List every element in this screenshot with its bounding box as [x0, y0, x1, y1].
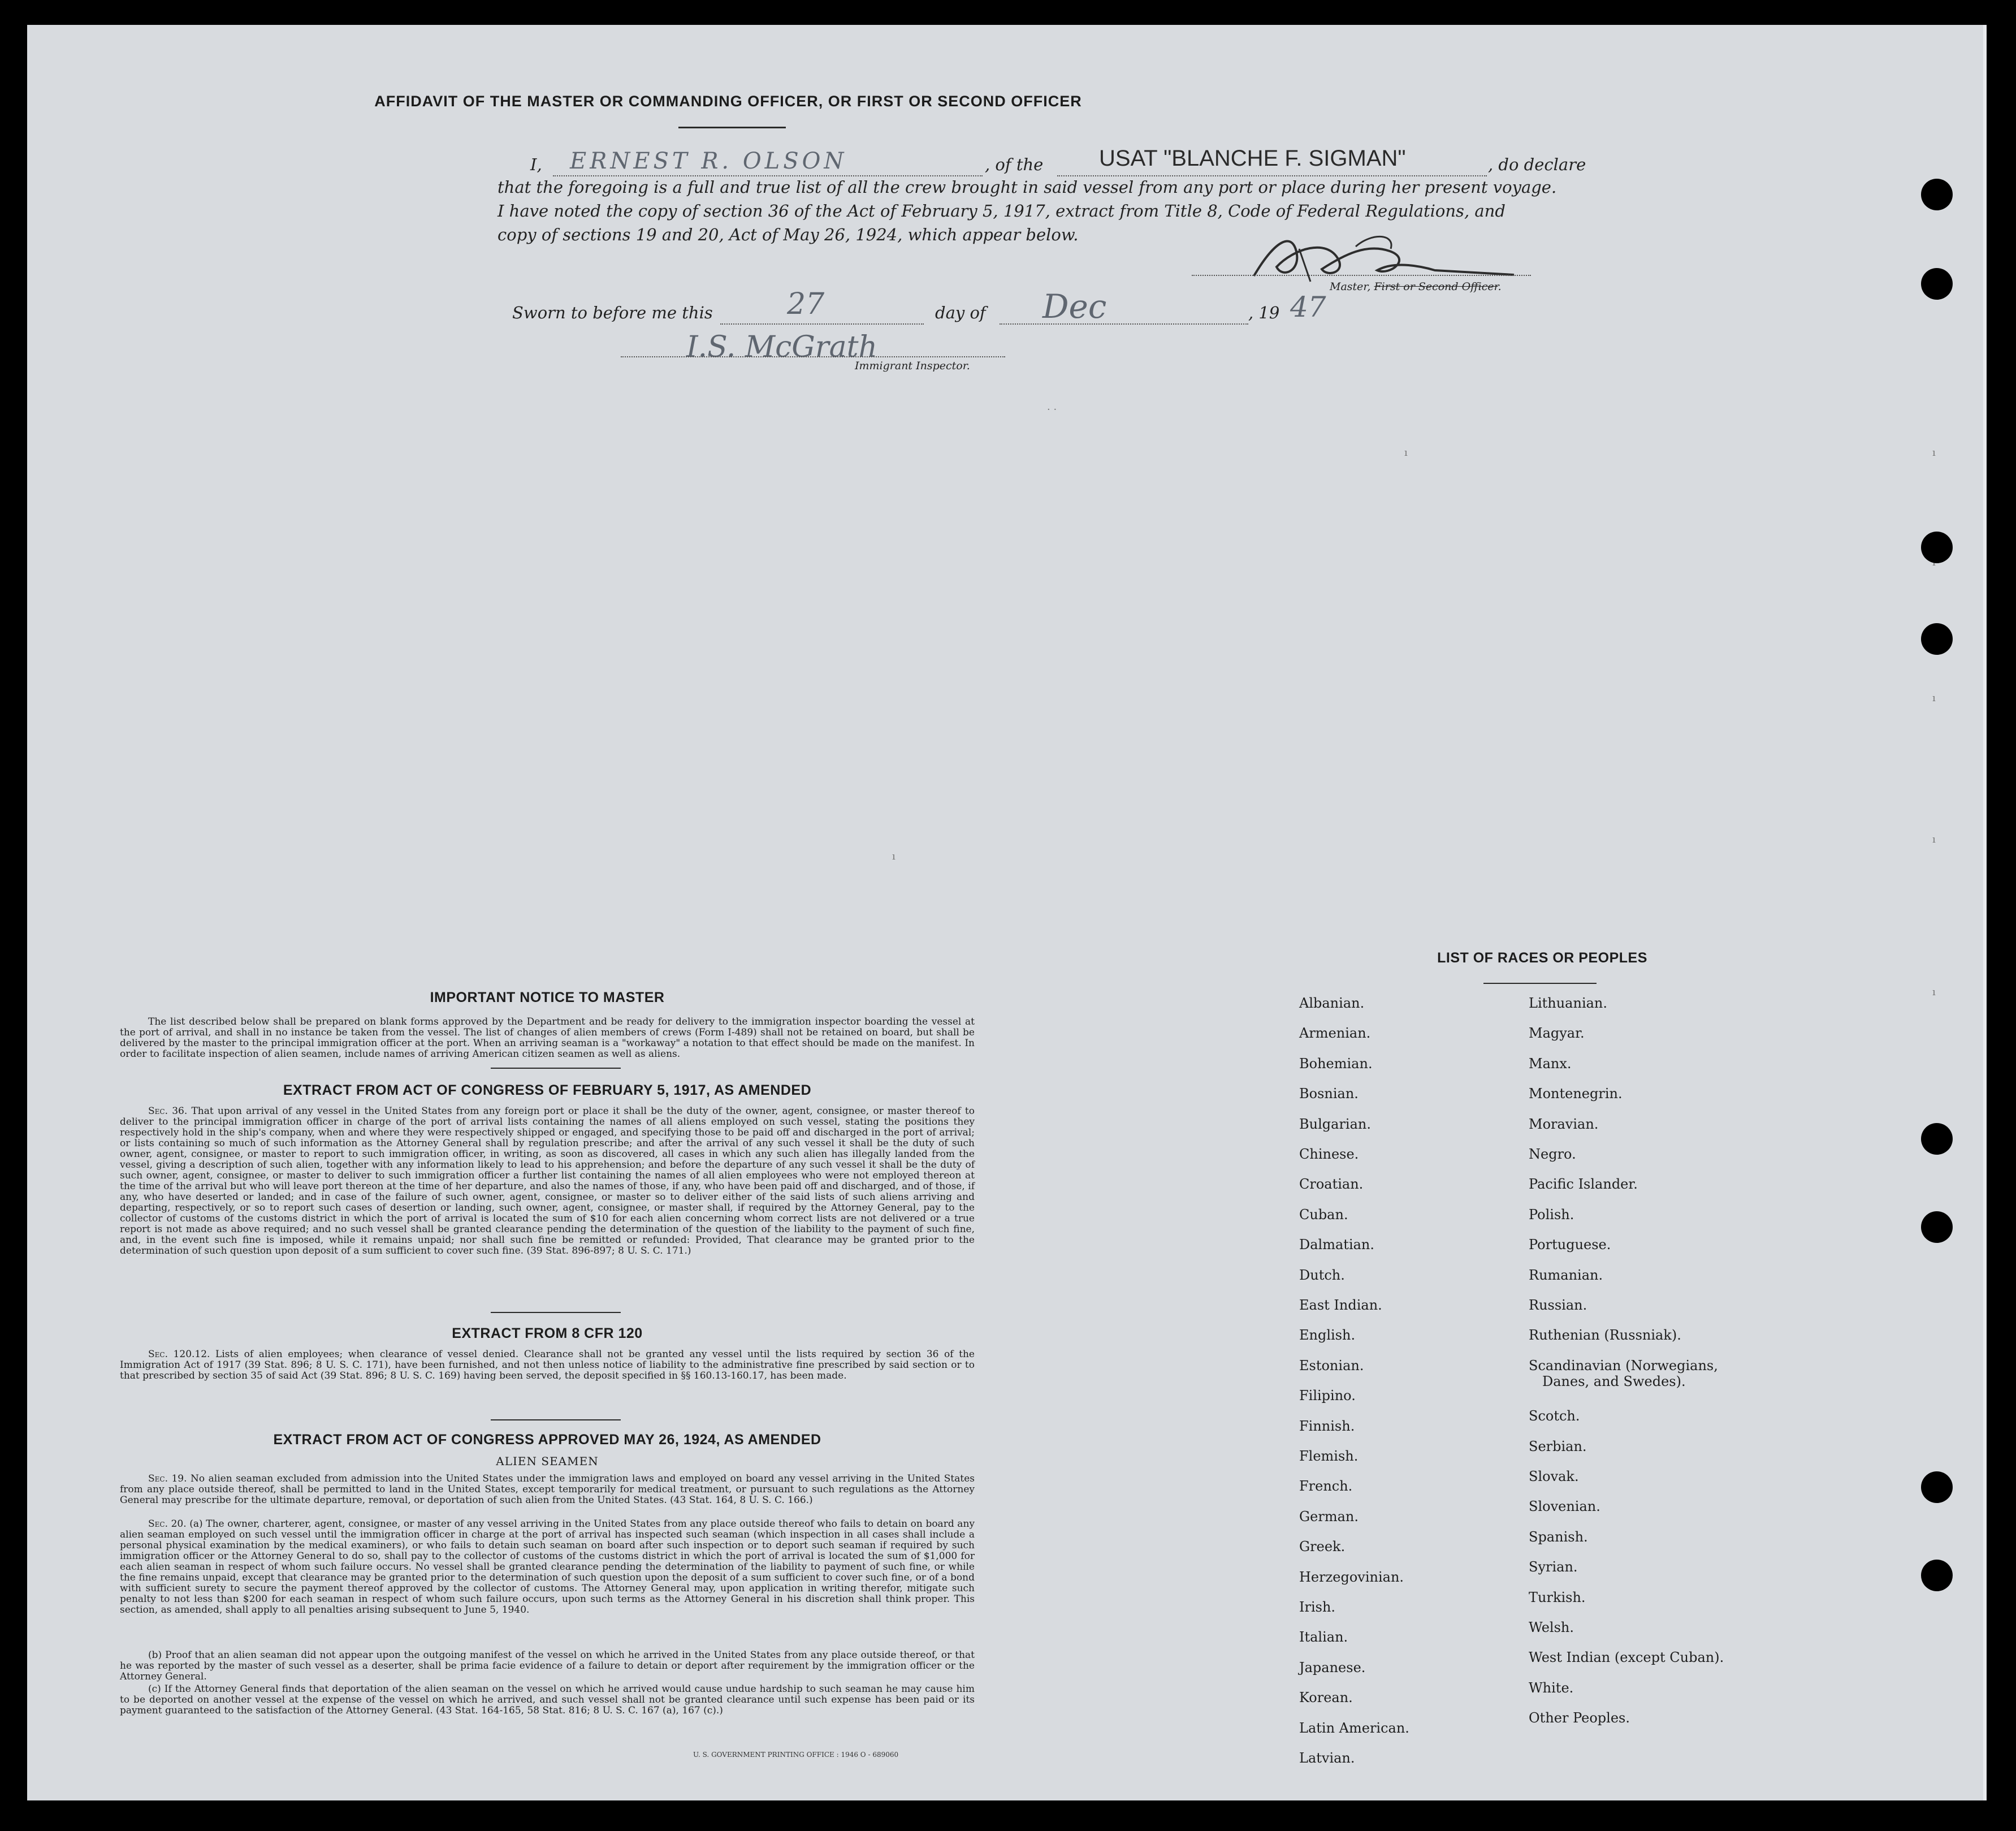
race-item: Slovak. [1529, 1469, 1579, 1484]
race-item: Syrian. [1529, 1559, 1578, 1575]
speck: ı [892, 850, 895, 862]
race-item: East Indian. [1299, 1297, 1382, 1313]
race-item: Dalmatian. [1299, 1237, 1375, 1253]
race-item: Scotch. [1529, 1408, 1580, 1424]
inspector-signature: I.S. McGrath [686, 330, 878, 364]
punch-hole [1921, 623, 1953, 655]
race-item: Lithuanian. [1529, 995, 1608, 1011]
race-item: Estonian. [1299, 1357, 1364, 1374]
punch-hole [1921, 1211, 1953, 1243]
race-item: Italian. [1299, 1629, 1348, 1646]
race-item: Bosnian. [1299, 1086, 1359, 1102]
section-19-text: No alien seaman excluded from admission into the United States under the immigration laws and employed on board any vessel arriving in the United States from any place outside thereof, shall be permitted to land in the United States, except temporarily for medical treatment, or pursuant to such regulations as the Attorney General may prescribe for the ultimate departure, removal, or deportation of such alien from the United States. (43 Stat. 164, 8 U. S. C. 166.) [120, 1473, 975, 1506]
master-name-handwritten: ERNEST R. OLSON [570, 148, 847, 174]
race-item: Moravian. [1529, 1116, 1599, 1132]
declaration-line-4: copy of sections 19 and 20, Act of May 26, 1924, which appear below. [497, 225, 1079, 244]
race-item: Spanish. [1529, 1528, 1588, 1545]
master-caption-struck: First or Second Officer [1374, 280, 1498, 293]
master-caption [1330, 280, 1502, 293]
race-item: Polish. [1529, 1206, 1574, 1223]
race-item: Korean. [1299, 1690, 1353, 1706]
race-item: Chinese. [1299, 1146, 1359, 1162]
section-19-label: Sec. 19. [148, 1473, 187, 1484]
section-120-12-label: Sec. 120.12. [148, 1349, 210, 1360]
race-item: German. [1299, 1508, 1359, 1525]
race-item: French. [1299, 1478, 1353, 1495]
race-item: Serbian. [1529, 1438, 1587, 1454]
alien-seamen-subheading: ALIEN SEAMEN [496, 1454, 599, 1468]
notice-text: The list described below shall be prepared on blank forms approved by the Department and be ready for delivery to the immigration inspector boarding the vessel at the port of arrival, and shall in no instance be taken from the vessel. The list of changes of alien members of crews (Form I-489) shall not be retained on board, but shall be delivered by the master to the principal immigration officer at the port. When an arriving seaman is a "workaway" a notation to that effect should be made on the manifest. In order to facilitate inspection of alien seamen, include names of arriving American citizen seamen as well as aliens. [120, 1016, 975, 1060]
master-signature-line [1192, 274, 1531, 276]
section-20b-text: (b) Proof that an alien seaman did not appear upon the outgoing manifest of the vessel on which he arrived in the United States from any place outside thereof, or that he was reported by the master of such vessel as a deserter, shall be prima facie evidence of a failure to detain or deport after requirement by the immigration officer or the Attorney General. [120, 1649, 975, 1682]
speck: · · [1047, 404, 1057, 416]
race-item: Finnish. [1299, 1418, 1355, 1434]
punch-hole [1921, 179, 1953, 210]
of-the-label: , of the [985, 155, 1044, 174]
race-item: Magyar. [1529, 1025, 1585, 1042]
race-item: Ruthenian (Russniak). [1529, 1327, 1681, 1344]
race-item: Latin American. [1299, 1720, 1409, 1736]
speck: ı [1932, 834, 1936, 845]
section-20a-text: (a) The owner, charterer, agent, consignee, or master of any vessel arriving in the United States from any place outside thereof who fails to detain on board any alien seaman employed on such vessel until the immigration officer in charge at the port of arrival has inspected such seaman (which inspection in all cases shall include a personal physical examination by the medical examiners), or who fails to detain such seaman on board after such inspection or to deport such seaman if required by such immigration officer or the Attorney General to do so, shall pay to the collector of customs of the customs district in which the port of arrival is located the sum of $1,000 for each alien seaman in respect of whom such failure occurs. No vessel shall be granted clearance pending the determination of the liability to payment of such fine, or while the fine remains unpaid, except that clearance may be granted prior to the determination of such question upon the deposit of a sum sufficient to cover such fine, or of a bond with sufficient surety to secure the payment thereof approved by the collector of customs. The Attorney General may, upon application in writing therefor, mitigate such penalty to not less than $200 for each seaman in respect of whom such failure occurs, upon such terms as the Attorney General in his discretion shall think proper. This section, as amended, shall apply to all penalties arising subsequent to June 5, 1940. [120, 1518, 975, 1616]
race-item: Flemish. [1299, 1448, 1359, 1464]
race-item: Slovenian. [1529, 1499, 1600, 1515]
race-item: Bohemian. [1299, 1055, 1373, 1072]
section-20-label: Sec. 20. [148, 1518, 187, 1530]
speck: ı [1404, 447, 1408, 459]
extract-1917-heading: EXTRACT FROM ACT OF CONGRESS OF FEBRUARY 5, 1917, AS AMENDED [283, 1082, 812, 1098]
race-item: Russian. [1529, 1297, 1587, 1313]
master-caption-end: . [1498, 280, 1502, 293]
affidavit-title: AFFIDAVIT OF THE MASTER OR COMMANDING OFFICER, OR FIRST OR SECOND OFFICER [374, 93, 1082, 110]
punch-hole [1921, 532, 1953, 563]
master-caption-title: Master, [1330, 280, 1371, 293]
section-19-body [120, 1474, 975, 1506]
do-declare-label: , do declare [1488, 155, 1586, 174]
sworn-day-handwritten: 27 [787, 287, 825, 321]
punch-hole [1921, 1471, 1953, 1503]
declaration-line-3: I have noted the copy of section 36 of the Act of February 5, 1917, extract from Title 8, Code of Federal Regulations, and [497, 201, 1505, 221]
race-item: Cuban. [1299, 1206, 1348, 1223]
extract-cfr-body [120, 1349, 975, 1381]
race-item: Portuguese. [1529, 1237, 1611, 1253]
section-20a-body [120, 1519, 975, 1616]
race-item: Latvian. [1299, 1750, 1355, 1766]
race-item: Armenian. [1299, 1025, 1371, 1042]
race-item: Croatian. [1299, 1176, 1364, 1193]
punch-hole [1921, 1560, 1953, 1591]
extract-1924-heading: EXTRACT FROM ACT OF CONGRESS APPROVED MAY 26, 1924, AS AMENDED [273, 1432, 821, 1448]
race-item: Manx. [1529, 1055, 1572, 1072]
speck: ı [1932, 692, 1936, 704]
race-item: English. [1299, 1327, 1356, 1344]
race-item: Danes, and Swedes). [1542, 1373, 1686, 1389]
race-item: White. [1529, 1679, 1574, 1696]
punch-hole [1921, 268, 1953, 300]
race-item: Scandinavian (Norwegians, [1529, 1357, 1718, 1374]
section-20c-text: (c) If the Attorney General finds that deportation of the alien seaman on the vessel on which he arrived would cause undue hardship to such seaman he may cause him to be deported on another vessel at the expense of the vessel on which he arrived, and such vessel shall not be granted clearance until such expense has been paid or its payment guaranteed to the satisfaction of the Attorney General. (43 Stat. 164-165, 58 Stat. 816; 8 U. S. C. 167 (a), 167 (c).) [120, 1683, 975, 1716]
extract-cfr-heading: EXTRACT FROM 8 CFR 120 [452, 1325, 643, 1341]
sworn-month-handwritten: Dec [1042, 287, 1107, 326]
day-of-label: day of [935, 303, 986, 322]
race-item: Montenegrin. [1529, 1086, 1623, 1102]
race-item: Other Peoples. [1529, 1710, 1630, 1726]
race-item: Rumanian. [1529, 1267, 1603, 1283]
document-page [27, 25, 1987, 1800]
race-item: Irish. [1299, 1599, 1336, 1615]
race-item: Greek. [1299, 1539, 1346, 1555]
inspector-caption: Immigrant Inspector. [855, 360, 970, 372]
race-item: West Indian (except Cuban). [1529, 1649, 1724, 1666]
sworn-prefix: Sworn to before me this [512, 303, 713, 322]
race-item: Turkish. [1529, 1589, 1586, 1605]
race-item: Bulgarian. [1299, 1116, 1371, 1132]
year-prefix: , 19 [1248, 303, 1280, 322]
races-divider [1483, 983, 1597, 984]
race-item: Japanese. [1299, 1659, 1366, 1675]
declaration-prefix: I, [530, 155, 542, 174]
section-36-label: Sec. 36. [148, 1105, 188, 1117]
speck: ı [1932, 447, 1936, 459]
title-divider [678, 127, 786, 128]
race-item: Negro. [1529, 1146, 1576, 1162]
races-heading: LIST OF RACES OR PEOPLES [1437, 950, 1647, 966]
section-36-text: That upon arrival of any vessel in the United States from any foreign port or place it shall be the duty of the owner, agent, consignee, or master thereof to deliver to the principal immigration officer in charge of the port of arrival lists containing the names of all aliens employed on such vessel, stating the positions they respectively hold in the ship's company, when and where they were respectively shipped or engaged, and specifying those to be paid off and discharged in the port of arrival; or lists containing so much of such information as the Attorney General shall by regulation prescribe; and after the arrival of any such vessel it shall be the duty of such owner, agent, consignee, or master to report to such immigration officer, in writing, as soon as discovered, all cases in which any such alien has illegally landed from the vessel, giving a description of such alien, together with any information likely to lead to his apprehension; and before the departure of any such vessel it shall be the duty of such owner, agent, consignee, or master to deliver to such immigration officer a further list containing the names of all alien employees who were not employed thereon at the time of the arrival but who will leave port thereon at the time of her departure, and also the names of those, if any, who have been paid off and discharged, and of those, if any, who have deserted or landed; and in case of the failure of such owner, agent, consignee, or master so to deliver either of the said lists of such aliens arriving and departing, respectively, or so to report such cases of desertion or landing, such owner, agent, consignee, or master shall, if required by the Attorney General, pay to the collector of customs of the customs district in which the port of arrival is located the sum of $10 for each alien concerning whom correct lists are not delivered or a true report is not made as above required; and no such vessel shall be granted clearance pending the determination of the question of the liability to the payment of such fine, and, in the event such fine is imposed, while it remains unpaid; nor shall such fine be remitted or refunded: Provided, That clearance may be granted prior to the determination of such question upon deposit of a sum sufficient to cover such fine. (39 Stat. 896-897; 8 U. S. C. 171.) [120, 1105, 975, 1256]
notice-heading: IMPORTANT NOTICE TO MASTER [430, 990, 665, 1005]
race-item: Pacific Islander. [1529, 1176, 1638, 1193]
notice-divider [491, 1068, 621, 1069]
extract-cfr-divider [491, 1419, 621, 1420]
race-item: Herzegovinian. [1299, 1569, 1404, 1585]
race-item: Dutch. [1299, 1267, 1345, 1283]
section-120-12-text: Lists of alien employees; when clearance of vessel denied. Clearance shall not be granted any vessel until the lists required by section 36 of the Immigration Act of 1917 (39 Stat. 896; 8 U. S. C. 171), have been furnished, and not then unless notice of liability to the administrative fine prescribed by said section or to that prescribed by section 35 of said Act (39 Stat. 896; 8 U. S. C. 169) having been served, the deposit specified in §§ 160.13-160.17, has been made. [120, 1349, 975, 1381]
race-item: Filipino. [1299, 1388, 1356, 1404]
year-suffix-handwritten: 47 [1290, 291, 1326, 323]
race-item: Albanian. [1299, 995, 1365, 1011]
declaration-line-2: that the foregoing is a full and true list of all the crew brought in said vessel from any port or place during her present voyage. [497, 178, 1557, 197]
race-item: Welsh. [1529, 1620, 1574, 1635]
vessel-name-stamp: USAT "BLANCHE F. SIGMAN" [1099, 146, 1406, 171]
extract-1917-divider [491, 1312, 621, 1313]
extract-1917-body [120, 1106, 975, 1256]
punch-hole [1921, 1123, 1953, 1155]
speck: ı [1932, 986, 1936, 998]
inspector-signature-line [621, 355, 1005, 357]
sworn-month-blank [1000, 304, 1248, 325]
printer-imprint: U. S. GOVERNMENT PRINTING OFFICE : 1946 O - 689060 [693, 1751, 899, 1759]
